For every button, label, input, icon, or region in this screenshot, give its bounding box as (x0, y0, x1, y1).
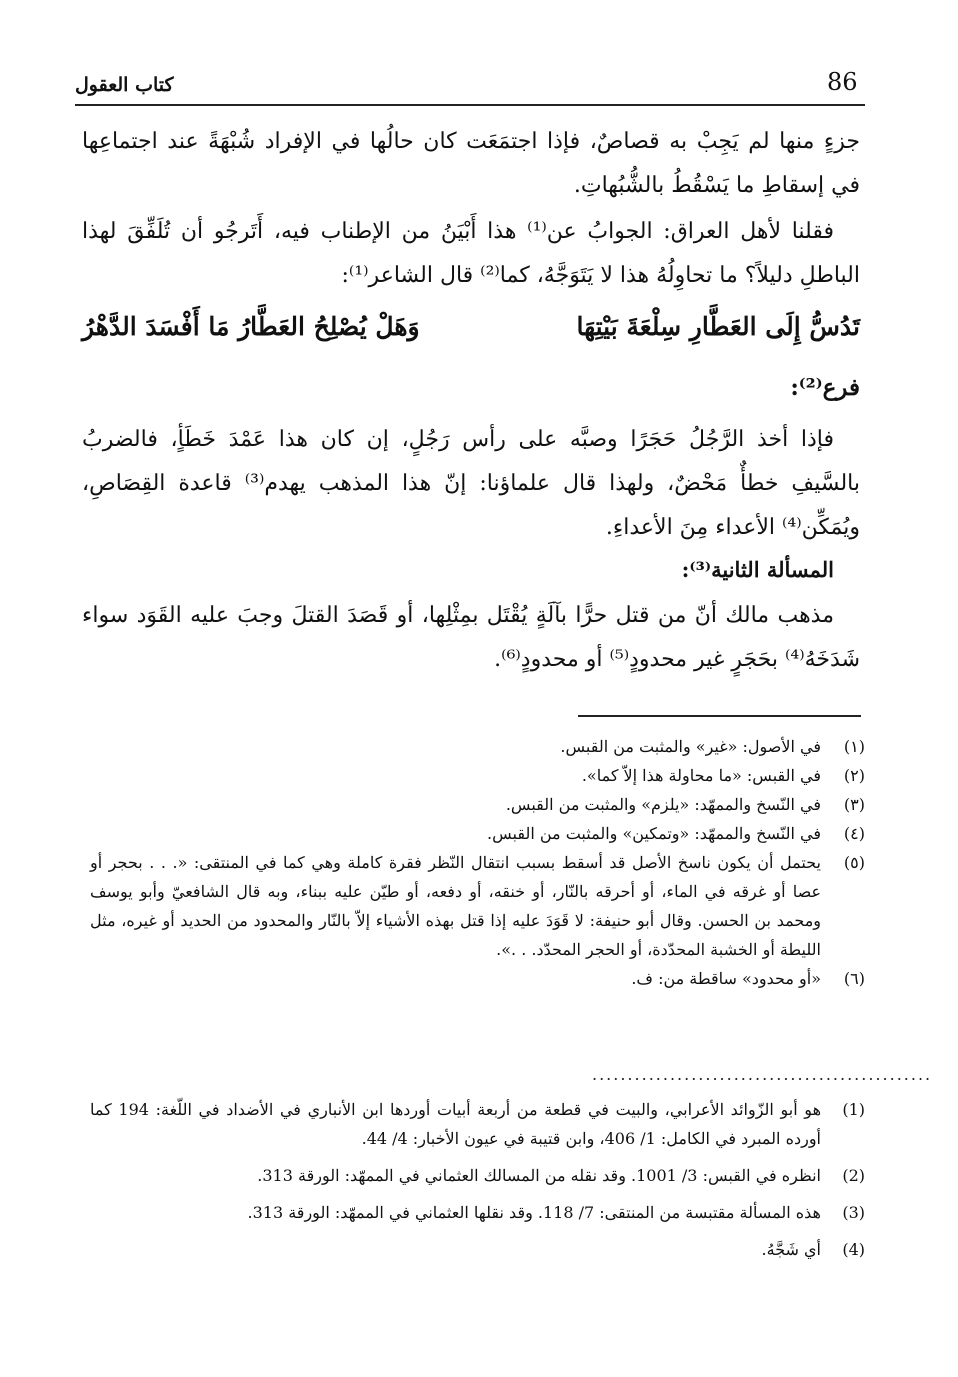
footnote-number: (١) (843, 737, 865, 756)
paragraph-4: مذهب مالك أنّ من قتل حرًّا بآلَةٍ يُقْتَل بمِثْلِها، أو قَصَدَ القتلَ وجبَ عليه القَوَد سواء شَدَخَهُ⁽⁴⁾ بحَجَرٍ غير محدودٍ⁽⁵⁾ أو محدودٍ⁽⁶⁾. (82, 603, 860, 672)
footnote (90, 819, 865, 848)
footnote (90, 790, 865, 819)
paragraph-2: فقلنا لأهل العراق: الجوابُ عن⁽¹⁾ هذا أَبْيَنُ من الإطناب فيه، أَتَرجُو أن تُلَفِّقَ لهذا الباطلِ دليلاً؟ ما تحاوِلُهُ هذا لا يَتَوَجَّهُ، كما⁽²⁾ قال الشاعر⁽¹⁾: (82, 219, 860, 288)
footnote-text: «أو محدود» ساقطة من: ف. (631, 969, 821, 988)
footnote-number: (٤) (843, 824, 865, 843)
page-number: 86 (827, 68, 858, 96)
editor-note-text: هذه المسألة مقتبسة من المنتقى: 7/ 118. وقد نقلها العثماني في الممهّد: الورقة 313. (247, 1203, 821, 1222)
footnote-number: (٥) (843, 853, 865, 872)
editor-note (90, 1161, 865, 1190)
verse-second-hemistich: وَهَلْ يُصْلِحُ العَطَّارُ مَا أَفْسَدَ الدَّهْرُ (82, 312, 420, 341)
page-header (75, 68, 865, 104)
editor-note (90, 1095, 865, 1153)
footnote-text: في النّسخ والممهّد: «يلزم» والمثبت من القبس. (505, 795, 821, 814)
section-subheading: المسألة الثانية⁽³⁾: (681, 557, 834, 582)
editor-note-text: أي شَجَّهُ. (761, 1240, 821, 1259)
editor-note-text: انظره في القبس: 3/ 1001. وقد نقله من المسالك العثماني في الممهّد: الورقة 313. (257, 1166, 821, 1185)
editor-note-number: (2) (842, 1166, 865, 1185)
paragraph-1: جزءٍ منها لم يَجِبْ به قصاصٌ، فإذا اجتمَعَت كان حالُها في الإفراد شُبْهَةً عند اجتماعِها في إسقاطِ ما يَسْقُطُ بالشُّبُهاتِ. (82, 129, 860, 198)
section-heading-far: فرع⁽²⁾: (790, 374, 860, 401)
editor-note-number: (3) (842, 1203, 865, 1222)
dotted-separator: ................................................ (592, 1065, 933, 1084)
paragraph-3: فإذا أخذ الرَّجُلُ حَجَرًا وصبَّه على رأس رَجُلٍ، إن كان هذا عَمْدَ خَطَأٍ، فالضربُ بالسَّيفِ خطأٌ مَحْضٌ، ولهذا قال علماؤنا: إنّ هذا المذهب يهدم⁽³⁾ قاعدة القِصَاصِ، ويُمَكِّن⁽⁴⁾ الأعداء مِنَ الأعداءِ. (82, 427, 861, 540)
book-title: كتاب العقول (75, 74, 174, 96)
footnote (90, 732, 865, 761)
editor-note-number: (1) (842, 1100, 865, 1119)
footnote-text: في النّسخ والممهّد: «وتمكين» والمثبت من القبس. (487, 824, 821, 843)
footnote-text: في القبس: «ما محاولة هذا إلاّ كما». (581, 766, 821, 785)
header-rule (75, 104, 865, 106)
verse-first-hemistich: تَدُسُّ إِلَى العَطَّارِ سِلْعَةَ بَيْتِهَا (576, 312, 860, 341)
editor-note (90, 1235, 865, 1264)
poetry-verse (82, 302, 860, 352)
editor-note-number: (4) (842, 1240, 865, 1259)
footnote-number: (٦) (843, 969, 865, 988)
footnote (90, 761, 865, 790)
footnote (90, 964, 865, 993)
footnote-text: في الأصول: «غير» والمثبت من القبس. (560, 737, 821, 756)
footnote-number: (٢) (843, 766, 865, 785)
editor-note (90, 1198, 865, 1227)
footnote-rule (578, 715, 861, 717)
editor-notes (90, 1095, 865, 1272)
footnote (90, 848, 865, 964)
editor-note-text: هو أبو الزّوائد الأعرابي، والبيت في قطعة من أربعة أبيات أوردها ابن الأنباري في الأضداد في اللّغة: 194 كما أورده المبرد في الكامل: 1/ 406، وابن قتيبة في عيون الأخبار: 4/ 44. (90, 1100, 822, 1148)
main-text (82, 120, 860, 684)
footnote-number: (٣) (843, 795, 865, 814)
footnotes (90, 732, 865, 993)
footnote-text: يحتمل أن يكون ناسخ الأصل قد أسقط بسبب انتقال النّظر فقرة كاملة وهي كما في المنتقى: «. . . بحجر أو عصا أو غرقه في الماء، أو أحرقه بالنّار، أو خنقه، أو دفعه، أو طيّن عليه ببناء، وبه قال الشافعيّ وأبو يوسف ومحمد بن الحسن. وقال أبو حنيفة: لا قَوَدَ عليه إذا قتل بهذه الأشياء إلاّ بالنّار والمحدود من الحديد أو غيره، مثل الليطة أو الخشبة المحدّدة، أو الحجر المحدّد. . .». (90, 853, 821, 959)
